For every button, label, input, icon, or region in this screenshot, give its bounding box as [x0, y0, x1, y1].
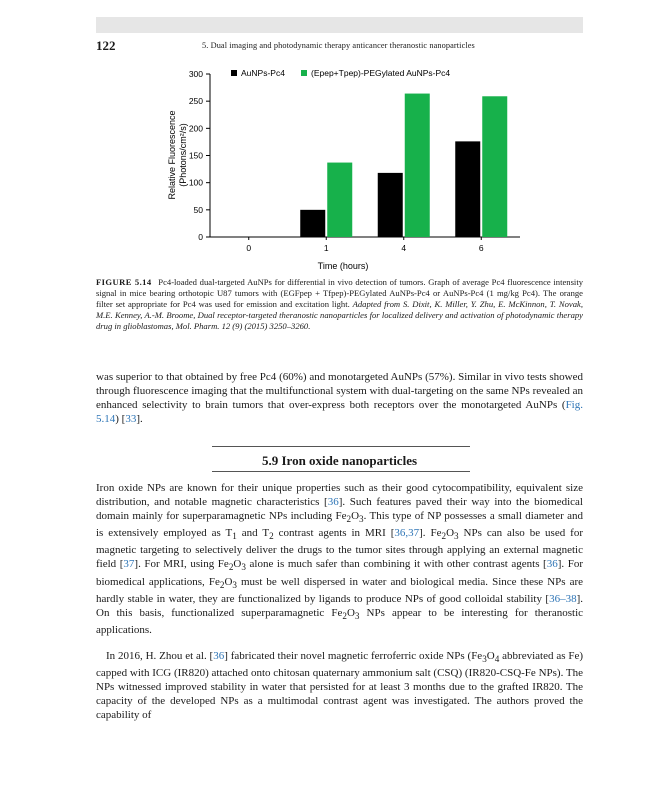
p2-text: ]. Such features paved their way into the biomedical domain mainly for superparamagnetic NPs including Fe — [96, 496, 583, 522]
citation-link[interactable]: 37 — [123, 558, 135, 571]
section-rule-bottom — [212, 471, 470, 472]
subscript: 2 — [441, 531, 447, 542]
p2-text: O — [446, 527, 455, 540]
running-title: 5. Dual imaging and photodynamic therapy anticancer theranostic nanoparticles — [202, 41, 475, 50]
page-number: 122 — [96, 38, 116, 53]
figure-ref-link[interactable]: Fig. 5.14 — [96, 399, 583, 425]
p2-text: O — [224, 575, 233, 588]
citation-link[interactable]: 36,37 — [394, 527, 420, 540]
p2-text: NPs can also be used for magnetic targeting to selectively deliver the drugs to the tumor sites through applying an external magnetic field [ — [96, 527, 583, 571]
y-tick-label: 200 — [188, 123, 203, 134]
subscript: 3 — [482, 654, 487, 665]
p2-text: ]. For MRI, using Fe — [134, 558, 229, 571]
para1-end: ]. — [136, 413, 143, 425]
subscript: 2 — [228, 562, 234, 573]
x-tick-label: 1 — [323, 243, 329, 253]
citation-link[interactable]: 36 — [546, 558, 558, 571]
bar-targeted-t1 — [327, 163, 352, 237]
y-tick-label: 150 — [188, 150, 203, 161]
figure-label: FIGURE 5.14 — [96, 277, 152, 287]
caption-text: Pc4-loaded dual-targeted AuNPs for differential in vivo detection of tumors. Graph of average Pc4 fluorescence intensity signal in mice bearing orthotopic U87 tumors with (EGFpep + Tfpep)-PEGylated AuNPs-Pc4 or AuNPs-Pc4 (1 mg/kg Pc4). The orange filter set appropriate for Pc4 was used for emission and excitation light. — [96, 277, 584, 309]
p2-text: ]. For biomedical applications, Fe — [96, 558, 584, 588]
subscript: 4 — [494, 654, 500, 665]
legend-label-targeted: (Epep+Tpep)-PEGylated AuNPs-Pc4 — [311, 68, 451, 78]
section-heading: 5.9 Iron oxide nanoparticles — [261, 453, 418, 468]
subscript: 3 — [454, 531, 459, 542]
chart-bars — [300, 94, 507, 237]
subscript: 3 — [359, 514, 364, 525]
p3-text: abbreviated as Fe) capped with ICG (IR820) attached onto chitosan quaternary ammonium salt (CSQ) (IR820-CSQ-Fe NPs). The NPs witnessed improved stability in water that persisted for at least 3 months due to the grafted IR820. The capacity of the developed NPs as a multimodal contrast agent was investigated. The authors proved the capability of — [96, 650, 583, 722]
legend-label-aunps-pc4: AuNPs-Pc4 — [241, 68, 285, 78]
x-tick-label: 6 — [478, 243, 484, 253]
x-axis-label: Time (hours) — [317, 261, 369, 271]
para1-sep: ) [ — [115, 413, 126, 425]
citation-link[interactable]: 36 — [213, 650, 225, 662]
bar-aunps-pc4-t4 — [378, 173, 403, 237]
running-header-bar — [96, 17, 583, 33]
y-axis-label-line1: Relative Fluorescence — [167, 110, 177, 200]
citation-link[interactable]: 33 — [125, 413, 137, 425]
subscript: 2 — [346, 514, 352, 525]
y-tick-label: 300 — [188, 69, 203, 79]
p2-text: must be well dispersed in water and biological media. Since these NPs are hardly stable in water, they are functionalized by ligands to produce NPs of good colloidal stability [ — [96, 575, 583, 605]
x-tick-label: 0 — [246, 243, 252, 253]
y-tick-label: 250 — [188, 96, 203, 107]
subscript: 2 — [269, 531, 274, 542]
caption-credit: Adapted from S. Dixit, K. Miller, Y. Zhu, E. McKinnon, T. Novak, M.E. Kenney, A.-M. Broome, Dual receptor-targeted theranostic nanoparticles for localized delivery and activation of photodynamic therapy drug in glioblastomas, Mol. Pharm. 12 (9) (2015) 3250–3260. — [96, 299, 583, 331]
p2-text: contrast agents in MRI [ — [273, 527, 395, 540]
p2-text: . This type of NP possesses a small diameter and is extensively employed as T — [96, 510, 583, 540]
x-axis-ticks — [246, 237, 484, 253]
y-axis-label-line2: (Photons/cm²/s) — [178, 123, 188, 187]
paragraph-iron-oxide — [96, 481, 583, 637]
citation-link[interactable]: 36–38 — [549, 592, 577, 605]
paragraph-zhou-study — [96, 649, 583, 722]
subscript: 3 — [354, 610, 360, 621]
citation-link[interactable]: 36 — [327, 496, 339, 508]
fluorescence-bar-chart — [160, 62, 520, 272]
bar-targeted-t4 — [405, 94, 430, 237]
p3-text: ] fabricated their novel magnetic ferroferric oxide NPs (Fe — [224, 650, 483, 662]
p2-text: and T — [236, 527, 270, 540]
subscript: 3 — [241, 562, 246, 573]
p2-text: O — [346, 606, 355, 619]
figure-caption — [96, 277, 583, 332]
x-tick-label: 4 — [401, 243, 407, 253]
bar-targeted-t6 — [482, 96, 507, 237]
p2-text: O — [233, 558, 242, 571]
subscript: 3 — [232, 579, 237, 590]
para1-text: was superior to that obtained by free Pc4 (60%) and monotargeted AuNPs (57%). Similar in vivo tests showed through fluorescence imaging that the multifunctional system with dual-targeting on the same NPs revealed an enhanced selectivity to brain tumors that over-express both receptors over the monotargeted AuNPs ( — [96, 371, 583, 411]
subscript: 2 — [342, 610, 347, 621]
subscript: 1 — [232, 531, 237, 542]
p3-text: O — [486, 650, 495, 662]
p3-text: In 2016, H. Zhou et al. [ — [106, 650, 214, 662]
p2-text: Iron oxide NPs are known for their unique properties such as their good cytocompatibility, equivalent size distribution, and notable magnetic characteristics [ — [96, 482, 583, 508]
p2-text: NPs appear to be interesting for theranostic applications. — [96, 606, 584, 636]
y-tick-label: 50 — [193, 204, 203, 215]
paragraph-continued — [96, 370, 583, 426]
bar-aunps-pc4-t1 — [300, 210, 325, 237]
p2-text: alone is much safer than combining it with other contrast agents [ — [245, 558, 547, 571]
subscript: 2 — [219, 579, 225, 590]
p2-text: ]. On this basis, functionalized superparamagnetic Fe — [96, 592, 583, 619]
p2-text: ]. Fe — [419, 527, 442, 540]
bar-aunps-pc4-t6 — [455, 141, 480, 237]
y-axis-ticks — [189, 69, 210, 242]
p2-text: O — [351, 510, 360, 522]
section-rule-top — [212, 446, 470, 447]
y-tick-label: 0 — [198, 232, 203, 242]
y-tick-label: 100 — [188, 177, 203, 188]
legend-swatch-aunps-pc4 — [231, 70, 237, 76]
legend-swatch-targeted — [301, 70, 307, 76]
